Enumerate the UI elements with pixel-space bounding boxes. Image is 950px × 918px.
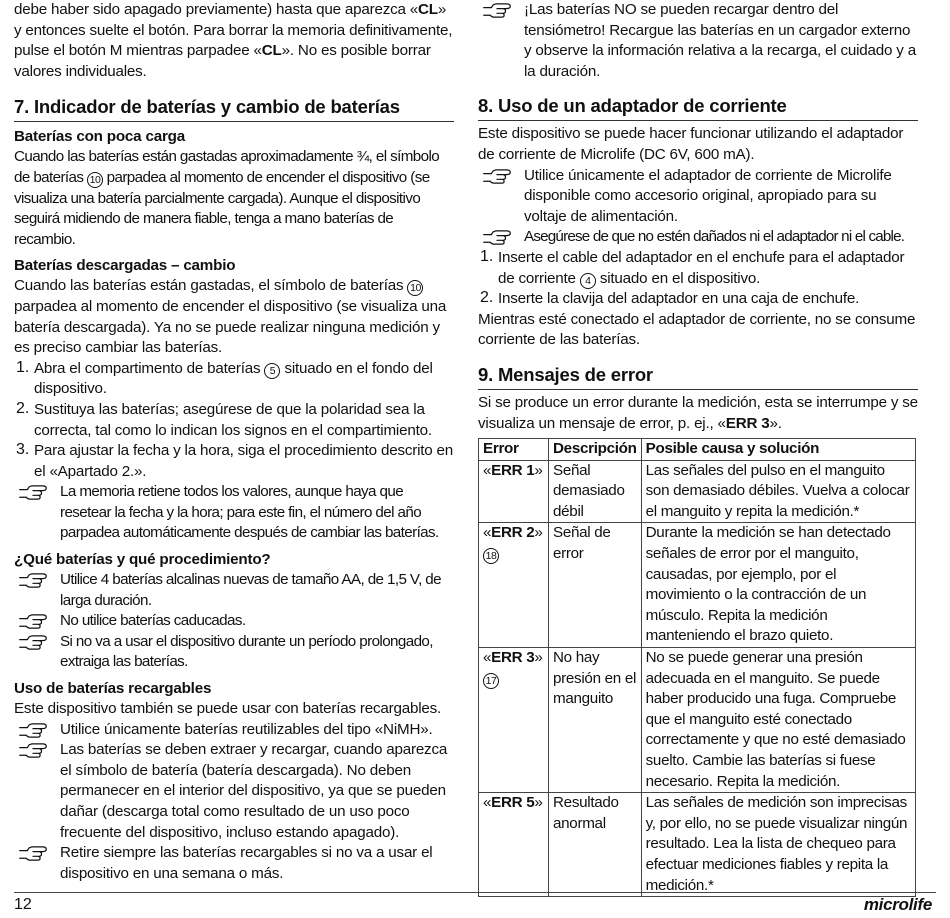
- intro-code-1: CL: [418, 1, 438, 18]
- ref-17-badge: 17: [483, 673, 499, 689]
- empty-battery-text-b: parpadea al momento de encender el dispositivo (se visualiza una batería descargada). Ya no se puede realizar ninguna medición y es preciso cambiar las baterías.: [14, 297, 447, 357]
- description-cell: Señal de error: [549, 523, 642, 648]
- adapter-step-1: [478, 248, 918, 289]
- section-9-title: 9. Mensajes de error: [478, 363, 918, 390]
- intro-text-1: debe haber sido apagado previamente) hasta que aparezca «: [14, 1, 419, 18]
- step-number: 1.: [16, 358, 30, 376]
- error-code: ERR 2: [491, 524, 535, 542]
- error-code: ERR 1: [491, 461, 535, 479]
- empty-battery-title: Baterías descargadas – cambio: [14, 257, 236, 275]
- low-battery-title: Baterías con poca carga: [14, 128, 185, 146]
- which-batteries-title: ¿Qué baterías y qué procedimiento?: [14, 551, 271, 569]
- solution-cell: Durante la medición se han detectado señales de error por el manguito, causadas, por ejemplo, por el movimiento o la contracción de un músculo. Repita la medición manteniendo el brazo quieto.: [641, 523, 915, 648]
- ref-18-badge: 18: [483, 548, 499, 564]
- page-number: 12: [14, 896, 32, 913]
- table-row: [479, 793, 916, 897]
- right-column: [478, 0, 918, 894]
- error-code-cell: «ERR 1»: [479, 460, 549, 523]
- recharge-warning-note: [478, 0, 918, 82]
- error-intro-text-b: ».: [769, 414, 782, 432]
- description-cell: Resultado anormal: [549, 793, 642, 897]
- header-error: Error: [479, 439, 549, 461]
- step-text: Sustituya las baterías; asegúrese de que la polaridad sea la correcta, tal como lo indican los signos en el compartimiento.: [34, 400, 432, 439]
- brand-logo: microlife: [863, 895, 932, 914]
- pointing-hand-icon: [16, 612, 50, 630]
- ref-4-badge: 4: [580, 273, 596, 289]
- table-header-row: [479, 439, 916, 461]
- header-solution: Posible causa y solución: [641, 439, 915, 461]
- section-8-title: 8. Uso de un adaptador de corriente: [478, 94, 918, 121]
- note-text: Las baterías se deben extraer y recargar, cuando aparezca el símbolo de batería (batería descargada). No deben permanecer en el interior del dispositivo, ya que se pueden dañar (descarga total como resultado de un uso poco frecuente del dispositivo, incluso estando apagado).: [60, 741, 448, 841]
- step-2: [14, 400, 454, 441]
- footer-divider: [14, 892, 936, 893]
- note-text: ¡Las baterías NO se pueden recargar dentro del tensiómetro! Recargue las baterías en un cargador externo y observe la información relativa a la recarga, el cuidado y a la duración.: [524, 1, 916, 80]
- pointing-hand-icon: [480, 1, 514, 19]
- which-note-3: [14, 632, 454, 673]
- step-text: Para ajustar la fecha y la hora, siga el procedimiento descrito en el «Apartado 2.».: [34, 442, 454, 480]
- pointing-hand-icon: [16, 844, 50, 862]
- error-intro-text-a: Si se produce un error durante la medición, esta se interrumpe y se visualiza un mensaje de error, p. ej., «: [478, 393, 918, 432]
- note-text: Si no va a usar el dispositivo durante un período prolongado, extraiga las baterías.: [60, 632, 433, 671]
- note-text: Utilice únicamente baterías reutilizables del tipo «NiMH».: [60, 720, 433, 738]
- intro-text-2: » y entonces suelte el botón. Para borrar la memoria definitivamente, pulse el botón M mientras parpadee «: [14, 1, 453, 60]
- memory-note: [14, 482, 454, 544]
- adapter-text: Este dispositivo se puede hacer funcionar utilizando el adaptador de corriente de Microlife (DC 6V, 600 mA).: [478, 125, 904, 163]
- empty-battery-text: [14, 276, 454, 358]
- step-text: Abra el compartimento de baterías: [34, 359, 265, 377]
- low-battery-text-a: Cuando las baterías están gastadas aproximadamente ¾, el símbolo de baterías: [14, 148, 440, 186]
- pointing-hand-icon: [16, 483, 50, 501]
- table-row: [479, 460, 916, 523]
- solution-cell: No se puede generar una presión adecuada en el manguito. Se puede haber producido una fuga. Compruebe que el manguito esté conectado correctamente y que no esté demasiado suelto. Cambie las baterías si fuese necesario. Repita la medición.: [641, 648, 915, 793]
- step-number: 2.: [480, 289, 494, 307]
- step-3: [14, 441, 454, 482]
- note-text: Retire siempre las baterías recargables si no va a usar el dispositivo en una semana o más.: [60, 844, 433, 882]
- table-row: [479, 523, 916, 648]
- error-table: [478, 438, 916, 897]
- error-intro: [478, 393, 918, 434]
- recharge-note-2: [14, 740, 454, 843]
- step-text: Inserte el cable del adaptador en el enchufe para el adaptador de corriente: [498, 248, 905, 287]
- left-column: [14, 0, 454, 884]
- rechargeable-text: Este dispositivo también se puede usar con baterías recargables.: [14, 700, 442, 718]
- description-cell: Señal demasiado débil: [549, 460, 642, 523]
- error-code: ERR 3: [491, 649, 535, 667]
- ref-5-badge: 5: [264, 363, 280, 379]
- rechargeable-title: Uso de baterías recargables: [14, 680, 212, 698]
- note-text: La memoria retiene todos los valores, aunque haya que resetear la fecha y la hora; para este fin, el número del año parpadea automáticamente después de cambiar las baterías.: [60, 483, 439, 542]
- adapter-step-2: [478, 289, 918, 310]
- error-code-cell: «ERR 3» 17: [479, 648, 549, 793]
- pointing-hand-icon: [16, 571, 50, 589]
- note-text: No utilice baterías caducadas.: [60, 612, 246, 630]
- section-7-title: 7. Indicador de baterías y cambio de baterías: [14, 95, 454, 122]
- step-text: Inserte la clavija del adaptador en una caja de enchufe.: [498, 290, 860, 308]
- ref-10-badge: 10: [87, 172, 103, 188]
- empty-battery-text-a: Cuando las baterías están gastadas, el símbolo de baterías: [14, 277, 408, 295]
- intro-paragraph: [14, 0, 454, 82]
- low-battery-text-b: parpadea al momento de encender el dispositivo (se visualiza una batería parcialmente cargada). Aunque el dispositivo seguirá midiendo de manera fiable, tenga a mano baterías de recambio.: [14, 168, 430, 248]
- note-text: Utilice únicamente el adaptador de corriente de Microlife disponible como accesorio original, apropiado para su voltaje de alimentación.: [524, 166, 892, 225]
- error-code: ERR 5: [491, 794, 535, 812]
- which-note-2: [14, 611, 454, 632]
- which-note-1: [14, 570, 454, 611]
- pointing-hand-icon: [16, 633, 50, 651]
- description-cell: No hay presión en el manguito: [549, 648, 642, 793]
- pointing-hand-icon: [480, 167, 514, 185]
- step-text-b: situado en el dispositivo.: [595, 269, 761, 287]
- note-text: Asegúrese de que no estén dañados ni el adaptador ni el cable.: [524, 228, 905, 246]
- step-text-b: situado en el fondo del dispositivo.: [34, 359, 433, 398]
- intro-text-3: ». No es posible borrar valores individuales.: [14, 42, 431, 80]
- adapter-note-2: [478, 227, 918, 248]
- solution-cell: Las señales del pulso en el manguito son demasiado débiles. Vuelva a colocar el manguito y repita la medición.*: [641, 460, 915, 523]
- header-description: Descripción: [549, 439, 642, 461]
- low-battery-text: [14, 147, 454, 250]
- intro-code-2: CL: [261, 42, 282, 60]
- step-number: 2.: [16, 399, 30, 417]
- recharge-note-3: [14, 843, 454, 884]
- step-number: 3.: [16, 441, 30, 459]
- ref-10-badge: 10: [407, 280, 423, 296]
- pointing-hand-icon: [480, 228, 514, 246]
- pointing-hand-icon: [16, 721, 50, 739]
- pointing-hand-icon: [16, 741, 50, 759]
- adapter-note-1: [478, 166, 918, 228]
- recharge-note-1: [14, 720, 454, 741]
- note-text: Utilice 4 baterías alcalinas nuevas de tamaño AA, de 1,5 V, de larga duración.: [60, 571, 442, 609]
- step-1: [14, 359, 454, 400]
- solution-cell: Las señales de medición son imprecisas y, por ello, no se puede visualizar ningún resultado. Lea la lista de chequeo para efectuar mediciones fiables y repita la medición.*: [641, 793, 915, 897]
- step-number: 1.: [480, 247, 494, 265]
- table-row: [479, 648, 916, 793]
- adapter-after-text: Mientras esté conectado el adaptador de corriente, no se consume corriente de las baterías.: [478, 310, 916, 349]
- error-code-cell: «ERR 5»: [479, 793, 549, 897]
- error-code-cell: «ERR 2» 18: [479, 523, 549, 648]
- error-intro-code: ERR 3: [725, 414, 770, 432]
